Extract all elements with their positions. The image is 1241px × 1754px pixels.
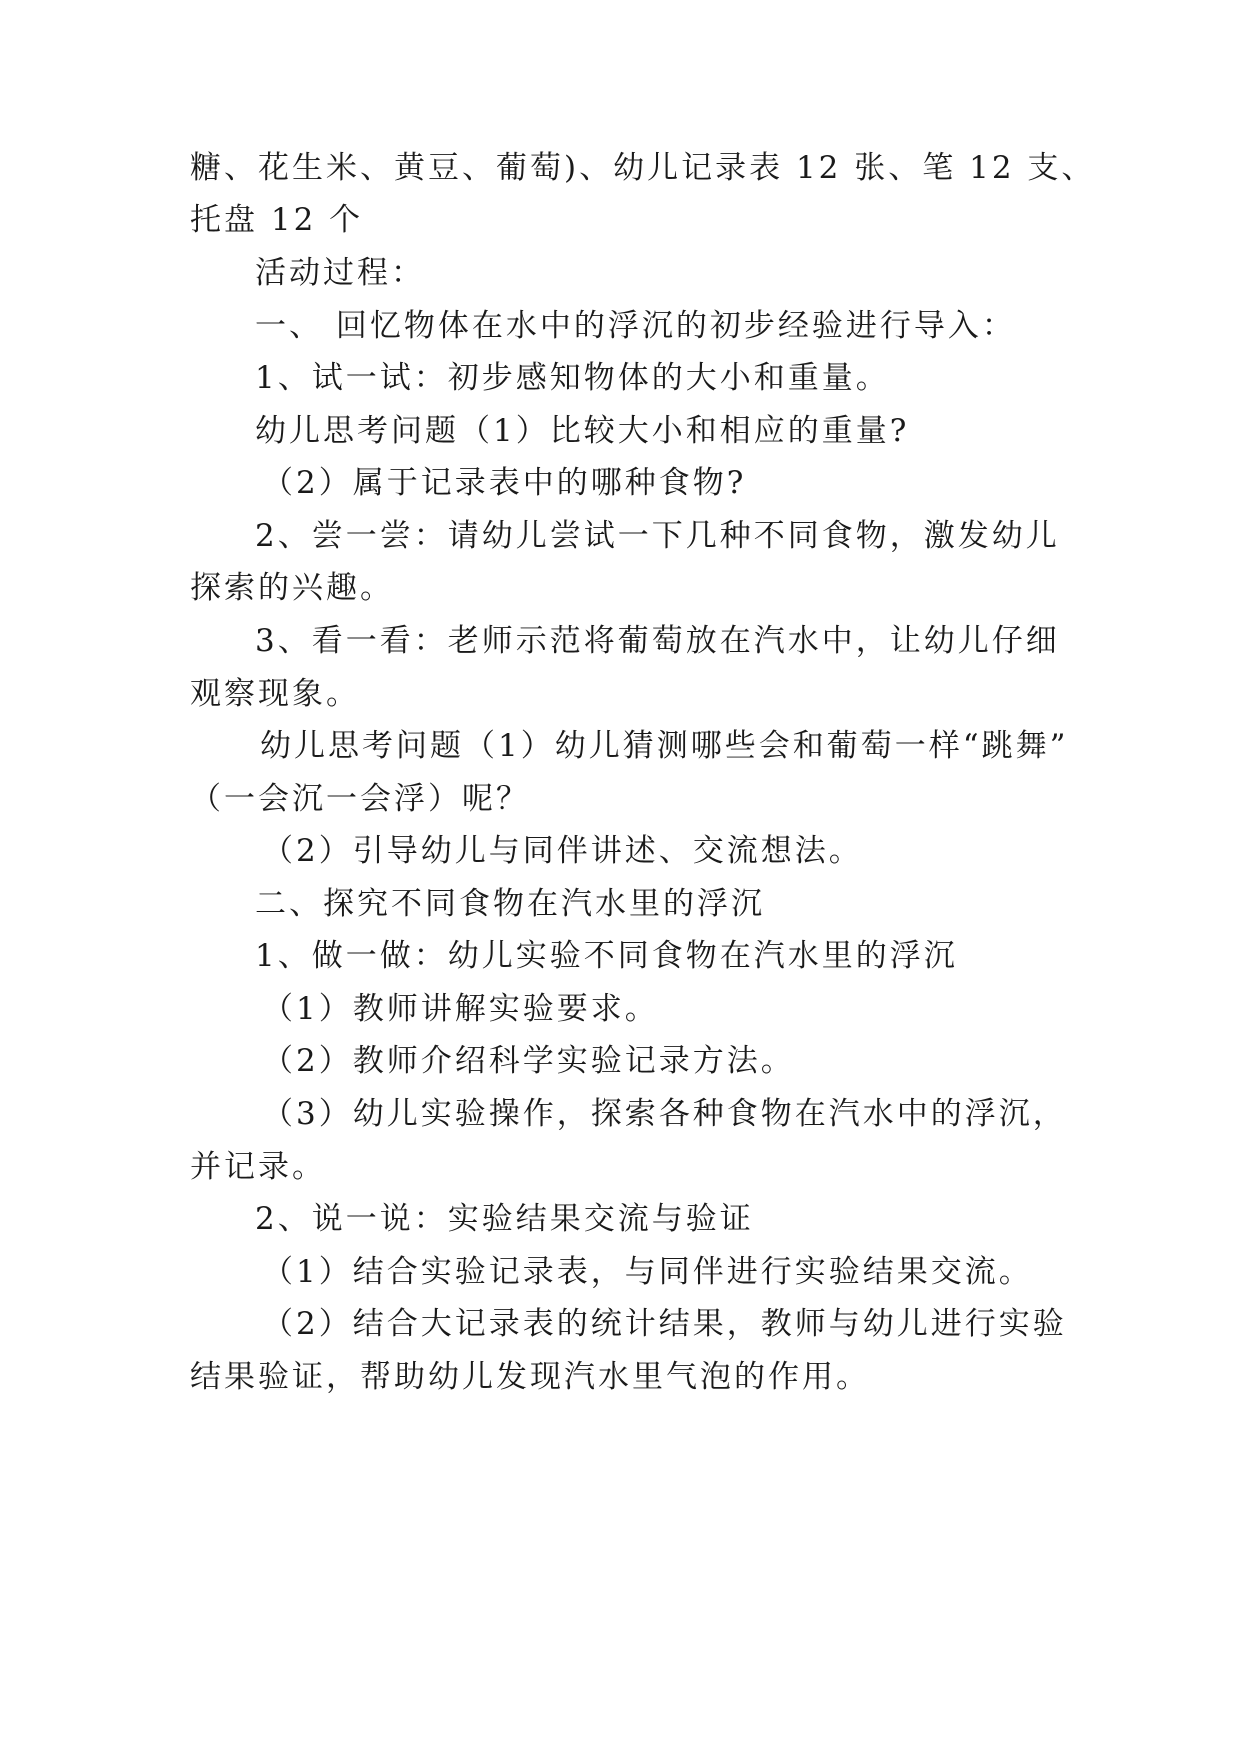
text-line: 并记录。 xyxy=(190,1149,326,1185)
text-line: 3、看一看：老师示范将葡萄放在汽水中，让幼儿仔细 xyxy=(255,623,1060,659)
section-heading: 二、探究不同食物在汽水里的浮沉 xyxy=(255,886,765,922)
text-line: 结果验证，帮助幼儿发现汽水里气泡的作用。 xyxy=(190,1359,870,1395)
section-heading: 一、 回忆物体在水中的浮沉的初步经验进行导入： xyxy=(255,308,1016,344)
text-line: （1）结合实验记录表，与同伴进行实验结果交流。 xyxy=(262,1254,1033,1290)
text-line: （一会沉一会浮）呢？ xyxy=(190,781,530,817)
text-line: （2）属于记录表中的哪种食物? xyxy=(262,465,747,501)
text-line: 观察现象。 xyxy=(190,676,360,712)
text-line: 托盘 12 个 xyxy=(190,202,364,238)
text-line: （2）结合大记录表的统计结果，教师与幼儿进行实验 xyxy=(262,1306,1067,1342)
text-line: （3）幼儿实验操作，探索各种食物在汽水中的浮沉， xyxy=(262,1096,1067,1132)
text-line: 2、尝一尝：请幼儿尝试一下几种不同食物，激发幼儿 xyxy=(255,518,1060,554)
text-line: 糖、花生米、黄豆、葡萄)、幼儿记录表 12 张、笔 12 支、 xyxy=(190,150,1096,186)
text-line: 2、说一说：实验结果交流与验证 xyxy=(255,1201,754,1237)
text-line: （2）教师介绍科学实验记录方法。 xyxy=(262,1043,795,1079)
text-line: 探索的兴趣。 xyxy=(190,570,394,606)
text-line: 幼儿思考问题（1）幼儿猜测哪些会和葡萄一样“跳舞” xyxy=(260,728,1069,764)
text-line: 活动过程： xyxy=(255,255,425,291)
text-line: 幼儿思考问题（1）比较大小和相应的重量? xyxy=(255,413,910,449)
text-line: 1、试一试：初步感知物体的大小和重量。 xyxy=(255,360,890,396)
text-line: （1）教师讲解实验要求。 xyxy=(262,991,659,1027)
text-line: （2）引导幼儿与同伴讲述、交流想法。 xyxy=(262,833,863,869)
text-line: 1、做一做：幼儿实验不同食物在汽水里的浮沉 xyxy=(255,938,958,974)
